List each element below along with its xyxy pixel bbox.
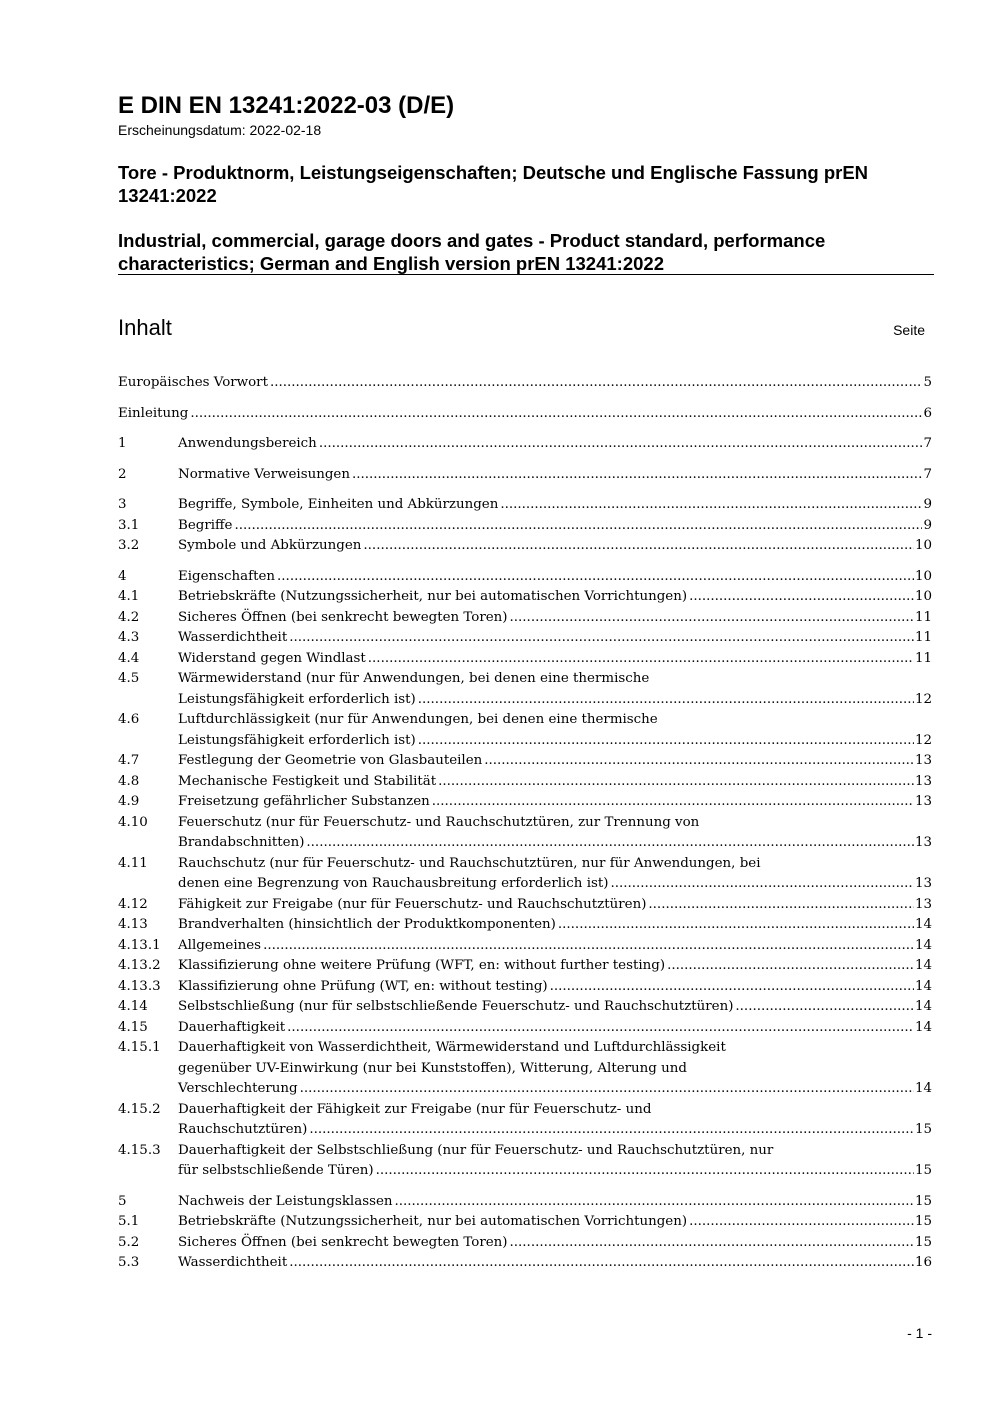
toc-entry[interactable] [118, 516, 932, 537]
toc-entry-page: 11 [914, 609, 932, 625]
toc-entry-number: 5.3 [118, 1255, 140, 1270]
toc-entry-text-line: Feuerschutz (nur für Feuerschutz- und Rauchschutztüren, zur Trennung von [178, 814, 700, 830]
toc-entry-number: 4.7 [118, 753, 140, 768]
toc-entry-page: 10 [914, 538, 932, 553]
toc-entry-page: 14 [914, 1081, 932, 1096]
toc-entry-page: 14 [914, 917, 932, 932]
toc-dot-leader [484, 751, 914, 772]
toc-entry-body [178, 1141, 932, 1182]
toc-entry-text-line: Dauerhaftigkeit von Wasserdichtheit, Wärmewiderstand und Luftdurchlässigkeit [178, 1040, 726, 1055]
toc-entry-number: 1 [118, 436, 127, 451]
toc-entry-title: Wasserdichtheit [178, 630, 288, 645]
toc-entry-body [178, 587, 932, 608]
toc-entry[interactable] [118, 1212, 932, 1233]
page-number: - 1 - [907, 1325, 932, 1341]
toc-entry-page: 14 [914, 937, 932, 953]
toc-entry-page: 14 [914, 978, 932, 994]
toc-entry[interactable] [118, 956, 932, 977]
toc-entry-body [178, 669, 932, 710]
toc-dot-leader [610, 874, 914, 895]
toc-entry[interactable] [118, 1233, 932, 1254]
toc-entry-text-line: Luftdurchlässigkeit (nur für Anwendungen, bei denen eine thermische [178, 712, 658, 727]
toc-dot-leader [550, 977, 914, 998]
toc-entry-page: 13 [914, 794, 932, 809]
toc-entry-number: 2 [118, 466, 127, 482]
toc-dot-leader [289, 628, 914, 649]
publication-date: Erscheinungsdatum: 2022-02-18 [118, 122, 322, 138]
toc-entry-page: 10 [914, 568, 932, 584]
toc-entry-page: 15 [914, 1122, 932, 1137]
toc-entry-body [178, 915, 932, 936]
toc-entry[interactable] [118, 895, 932, 916]
toc-dot-leader [510, 608, 914, 629]
toc-entry-text-line: Rauchschutz (nur für Feuerschutz- und Rauchschutztüren, nur für Anwendungen, bei [178, 855, 761, 871]
toc-entry-title: Leistungsfähigkeit erforderlich ist) [178, 691, 416, 707]
toc-entry-last-line [178, 977, 932, 998]
toc-entry-last-line [178, 1253, 932, 1274]
toc-entry-text-line: Wärmewiderstand (nur für Anwendungen, bei denen eine thermische [178, 671, 650, 686]
toc-entry[interactable] [118, 587, 932, 608]
toc-dot-leader [376, 1161, 914, 1182]
toc-entry-page: 7 [923, 436, 932, 451]
toc-entry-title: Normative Verweisungen [178, 466, 350, 482]
toc-entry-number: 4.15 [118, 1019, 148, 1035]
toc-entry-page: 12 [914, 691, 932, 707]
toc-dot-leader [277, 567, 914, 588]
toc-entry-page: 13 [914, 835, 932, 850]
toc-entry-page: 14 [914, 999, 932, 1014]
toc-entry-last-line [178, 792, 932, 813]
toc-entry[interactable] [118, 813, 932, 854]
toc-entry-last-line [178, 997, 932, 1018]
toc-entry-page: 15 [914, 1163, 932, 1178]
toc-entry-title: Dauerhaftigkeit [178, 1019, 286, 1035]
toc-entry[interactable] [118, 669, 932, 710]
toc-entry-body [118, 404, 932, 425]
toc-entry-title: Freisetzung gefährlicher Substanzen [178, 794, 430, 809]
toc-dot-leader [234, 516, 922, 537]
toc-entry-last-line [178, 956, 932, 977]
toc-entry-title: Rauchschutztüren) [178, 1122, 308, 1137]
toc-dot-leader [306, 833, 914, 854]
toc-entry[interactable] [118, 751, 932, 772]
toc-entry-last-line [178, 1233, 932, 1254]
toc-entry-title: Einleitung [118, 405, 189, 421]
toc-entry-last-line [178, 895, 932, 916]
toc-dot-leader [432, 792, 914, 813]
toc-entry[interactable] [118, 495, 932, 516]
toc-entry-last-line [178, 915, 932, 936]
toc-entry-page: 9 [923, 497, 932, 512]
toc-entry-body [178, 495, 932, 516]
toc-dot-leader [319, 434, 923, 455]
toc-entry-page: 15 [914, 1214, 932, 1229]
toc-entry-number: 5.2 [118, 1234, 140, 1250]
toc-entry-number: 4.10 [118, 814, 148, 830]
toc-dot-leader [352, 465, 923, 486]
toc-entry-title: Selbstschließung (nur für selbstschließende Feuerschutz- und Rauchschutztüren) [178, 999, 734, 1014]
toc-entry-last-line [178, 465, 932, 486]
toc-entry-last-line [178, 1079, 932, 1100]
toc-entry-last-line [178, 516, 932, 537]
toc-dot-leader [395, 1192, 914, 1213]
toc-entry-title: Eigenschaften [178, 568, 276, 584]
toc-entry-text-line: gegenüber UV-Einwirkung (nur bei Kunststoffen), Witterung, Alterung und [178, 1060, 687, 1076]
toc-entry[interactable] [118, 1100, 932, 1141]
toc-dot-leader [689, 587, 914, 608]
toc-dot-leader [510, 1233, 914, 1254]
toc-entry-title: Fähigkeit zur Freigabe (nur für Feuerschutz- und Rauchschutztüren) [178, 896, 647, 912]
toc-dot-leader [368, 649, 914, 670]
toc-entry[interactable] [118, 710, 932, 751]
toc-entry-title: Betriebskräfte (Nutzungssicherheit, nur bei automatischen Vorrichtungen) [178, 589, 688, 604]
toc-dot-leader [309, 1120, 914, 1141]
toc-entry-page: 10 [914, 589, 932, 604]
toc-entry-number: 4.5 [118, 671, 140, 686]
toc-entry-body [178, 997, 932, 1018]
toc-entry-text-line: Dauerhaftigkeit der Fähigkeit zur Freigabe (nur für Feuerschutz- und [178, 1101, 652, 1117]
toc-entry-number: 4.9 [118, 794, 140, 809]
toc-entry-body [178, 854, 932, 895]
toc-entry[interactable] [118, 772, 932, 793]
toc-entry-number: 4.15.1 [118, 1040, 161, 1055]
title-english: Industrial, commercial, garage doors and gates - Product standard, performance characteristics; German and English version prEN 13241:2022 [118, 230, 826, 274]
toc-entry[interactable] [118, 854, 932, 895]
toc-entry-last-line [178, 608, 932, 629]
toc-dot-leader [418, 690, 914, 711]
toc-entry-last-line [178, 874, 932, 895]
toc-entry-title: Sicheres Öffnen (bei senkrecht bewegten Toren) [178, 1234, 508, 1250]
toc-entry[interactable] [118, 977, 932, 998]
toc-heading: Inhalt [118, 315, 172, 340]
toc-entry-body [178, 536, 932, 557]
toc-entry-body [178, 1192, 932, 1213]
toc-entry-title: Brandabschnitten) [178, 835, 305, 850]
toc-entry-number: 5.1 [118, 1214, 140, 1229]
toc-entry-body [178, 465, 932, 486]
toc-dot-leader [190, 404, 922, 425]
toc-entry-title: Mechanische Festigkeit und Stabilität [178, 773, 437, 789]
toc-entry[interactable] [118, 1141, 932, 1182]
toc-entry[interactable] [118, 404, 932, 425]
toc-entry-body [178, 792, 932, 813]
toc-entry-title: denen eine Begrenzung von Rauchausbreitung erforderlich ist) [178, 876, 609, 891]
toc-entry-last-line [178, 567, 932, 588]
toc-entry-body [178, 895, 932, 916]
toc-dot-leader [300, 1079, 914, 1100]
toc-entry-last-line [178, 936, 932, 957]
toc-entry-last-line [178, 751, 932, 772]
toc-entry-body [178, 936, 932, 957]
toc-dot-leader [263, 936, 914, 957]
toc-dot-leader [270, 373, 923, 394]
toc-entry-page: 5 [923, 375, 932, 390]
toc-entry-body [178, 751, 932, 772]
toc-entry-number: 4.6 [118, 712, 140, 727]
toc-entry-body [178, 813, 932, 854]
toc-entry-number: 4.13.2 [118, 958, 161, 973]
title-german: Tore - Produktnorm, Leistungseigenschaften; Deutsche und Englische Fassung prEN 13241:2022 [118, 162, 869, 206]
toc-entry-number: 4.15.2 [118, 1101, 161, 1117]
toc-entry-number: 4.13.3 [118, 978, 161, 994]
toc-entry-title: Widerstand gegen Windlast [178, 650, 366, 666]
toc-dot-leader [735, 997, 914, 1018]
toc-entry-title: Wasserdichtheit [178, 1255, 288, 1270]
toc-entry-last-line [178, 649, 932, 670]
toc-dot-leader [289, 1253, 914, 1274]
table-of-contents [118, 373, 932, 1274]
toc-entry-last-line [118, 404, 932, 425]
toc-entry-last-line [178, 1161, 932, 1182]
toc-entry-last-line [178, 690, 932, 711]
toc-entry-page: 13 [914, 773, 932, 789]
toc-entry-last-line [178, 628, 932, 649]
toc-entry-last-line [178, 772, 932, 793]
toc-entry-page: 16 [914, 1255, 932, 1270]
toc-entry-number: 3.1 [118, 517, 140, 533]
toc-entry-page: 13 [914, 876, 932, 891]
toc-entry[interactable] [118, 373, 932, 394]
toc-entry[interactable] [118, 936, 932, 957]
toc-entry-last-line [118, 373, 932, 394]
toc-entry-number: 4.4 [118, 650, 140, 666]
toc-entry-number: 4.3 [118, 630, 140, 645]
toc-entry-number: 4.2 [118, 609, 140, 625]
toc-entry-number: 3 [118, 497, 127, 512]
toc-entry-title: Anwendungsbereich [178, 436, 317, 451]
toc-entry[interactable] [118, 1038, 932, 1100]
toc-entry-title: Europäisches Vorwort [118, 375, 268, 390]
toc-entry-body [118, 373, 932, 394]
toc-entry-title: Symbole und Abkürzungen [178, 538, 362, 553]
toc-entry-number: 4.8 [118, 773, 140, 789]
header-divider [118, 274, 934, 275]
toc-entry-title: Klassifizierung ohne Prüfung (WT, en: without testing) [178, 978, 548, 994]
toc-entry-body [178, 956, 932, 977]
toc-entry-title: für selbstschließende Türen) [178, 1163, 374, 1178]
toc-entry-body [178, 1100, 932, 1141]
toc-entry-title: Begriffe, Symbole, Einheiten und Abkürzungen [178, 497, 499, 512]
toc-entry-body [178, 1233, 932, 1254]
toc-entry-title: Brandverhalten (hinsichtlich der Produktkomponenten) [178, 917, 556, 932]
toc-entry-page: 11 [914, 630, 932, 645]
toc-entry-title: Sicheres Öffnen (bei senkrecht bewegten Toren) [178, 609, 508, 625]
toc-entry-title: Betriebskräfte (Nutzungssicherheit, nur bei automatischen Vorrichtungen) [178, 1214, 688, 1229]
document-id: E DIN EN 13241:2022-03 (D/E) [118, 92, 455, 119]
toc-entry-last-line [178, 833, 932, 854]
toc-entry-text-line: Dauerhaftigkeit der Selbstschließung (nur für Feuerschutz- und Rauchschutztüren, nur [178, 1142, 774, 1158]
toc-dot-leader [500, 495, 922, 516]
toc-entry-page: 6 [923, 405, 932, 421]
toc-entry[interactable] [118, 434, 932, 455]
toc-entry-number: 4 [118, 568, 127, 584]
toc-entry-number: 4.14 [118, 999, 148, 1014]
toc-entry[interactable] [118, 1253, 932, 1274]
toc-dot-leader [287, 1018, 914, 1039]
toc-entry[interactable] [118, 1192, 932, 1213]
toc-entry-title: Verschlechterung [178, 1081, 298, 1096]
toc-entry-last-line [178, 1120, 932, 1141]
toc-entry-page: 15 [914, 1234, 932, 1250]
toc-entry-body [178, 628, 932, 649]
toc-entry-page: 14 [914, 1019, 932, 1035]
toc-dot-leader [667, 956, 914, 977]
toc-dot-leader [558, 915, 914, 936]
toc-entry-page: 7 [923, 466, 932, 482]
toc-entry-title: Nachweis der Leistungsklassen [178, 1193, 393, 1209]
toc-entry-page: 13 [914, 753, 932, 768]
toc-entry-title: Begriffe [178, 517, 233, 533]
toc-entry-body [178, 1038, 932, 1100]
toc-entry-body [178, 434, 932, 455]
toc-entry-body [178, 608, 932, 629]
toc-entry-last-line [178, 536, 932, 557]
toc-entry-title: Klassifizierung ohne weitere Prüfung (WFT, en: without further testing) [178, 958, 666, 973]
toc-entry-body [178, 772, 932, 793]
toc-entry-number: 4.12 [118, 896, 148, 912]
toc-entry-number: 4.1 [118, 589, 140, 604]
toc-entry-page: 9 [923, 517, 932, 533]
document-header [118, 92, 934, 275]
toc-entry-last-line [178, 1212, 932, 1233]
toc-entry-page: 15 [914, 1193, 932, 1209]
toc-entry[interactable] [118, 628, 932, 649]
toc-entry-page: 14 [914, 958, 932, 973]
toc-entry-body [178, 1018, 932, 1039]
toc-dot-leader [648, 895, 914, 916]
toc-dot-leader [689, 1212, 914, 1233]
toc-entry-last-line [178, 1192, 932, 1213]
toc-entry[interactable] [118, 608, 932, 629]
toc-entry-body [178, 977, 932, 998]
toc-entry-last-line [178, 731, 932, 752]
toc-entry-body [178, 1212, 932, 1233]
toc-entry-last-line [178, 587, 932, 608]
toc-entry-number: 4.13.1 [118, 937, 161, 953]
toc-entry-title: Festlegung der Geometrie von Glasbauteilen [178, 753, 483, 768]
toc-entry-last-line [178, 434, 932, 455]
toc-dot-leader [438, 772, 914, 793]
toc-entry-page: 11 [914, 650, 932, 666]
toc-entry[interactable] [118, 567, 932, 588]
toc-entry[interactable] [118, 792, 932, 813]
toc-entry-body [178, 516, 932, 537]
toc-entry-body [178, 567, 932, 588]
toc-entry-title: Allgemeines [178, 937, 262, 953]
toc-entry-body [178, 710, 932, 751]
toc-entry-page: 13 [914, 896, 932, 912]
toc-entry-number: 4.13 [118, 917, 148, 932]
toc-entry-last-line [178, 495, 932, 516]
toc-entry-title: Leistungsfähigkeit erforderlich ist) [178, 732, 416, 748]
toc-entry-page: 12 [914, 732, 932, 748]
toc-dot-leader [363, 536, 914, 557]
toc-entry-number: 5 [118, 1193, 127, 1209]
toc-entry[interactable] [118, 997, 932, 1018]
toc-entry-last-line [178, 1018, 932, 1039]
toc-dot-leader [418, 731, 914, 752]
toc-entry-number: 4.15.3 [118, 1142, 161, 1158]
toc-entry[interactable] [118, 465, 932, 486]
toc-entry[interactable] [118, 536, 932, 557]
toc-entry-number: 4.11 [118, 855, 148, 871]
toc-entry-body [178, 649, 932, 670]
toc-entry-number: 3.2 [118, 538, 140, 553]
toc-entry[interactable] [118, 915, 932, 936]
toc-page-label: Seite [893, 322, 925, 338]
toc-entry[interactable] [118, 1018, 932, 1039]
toc-entry[interactable] [118, 649, 932, 670]
toc-entry-body [178, 1253, 932, 1274]
